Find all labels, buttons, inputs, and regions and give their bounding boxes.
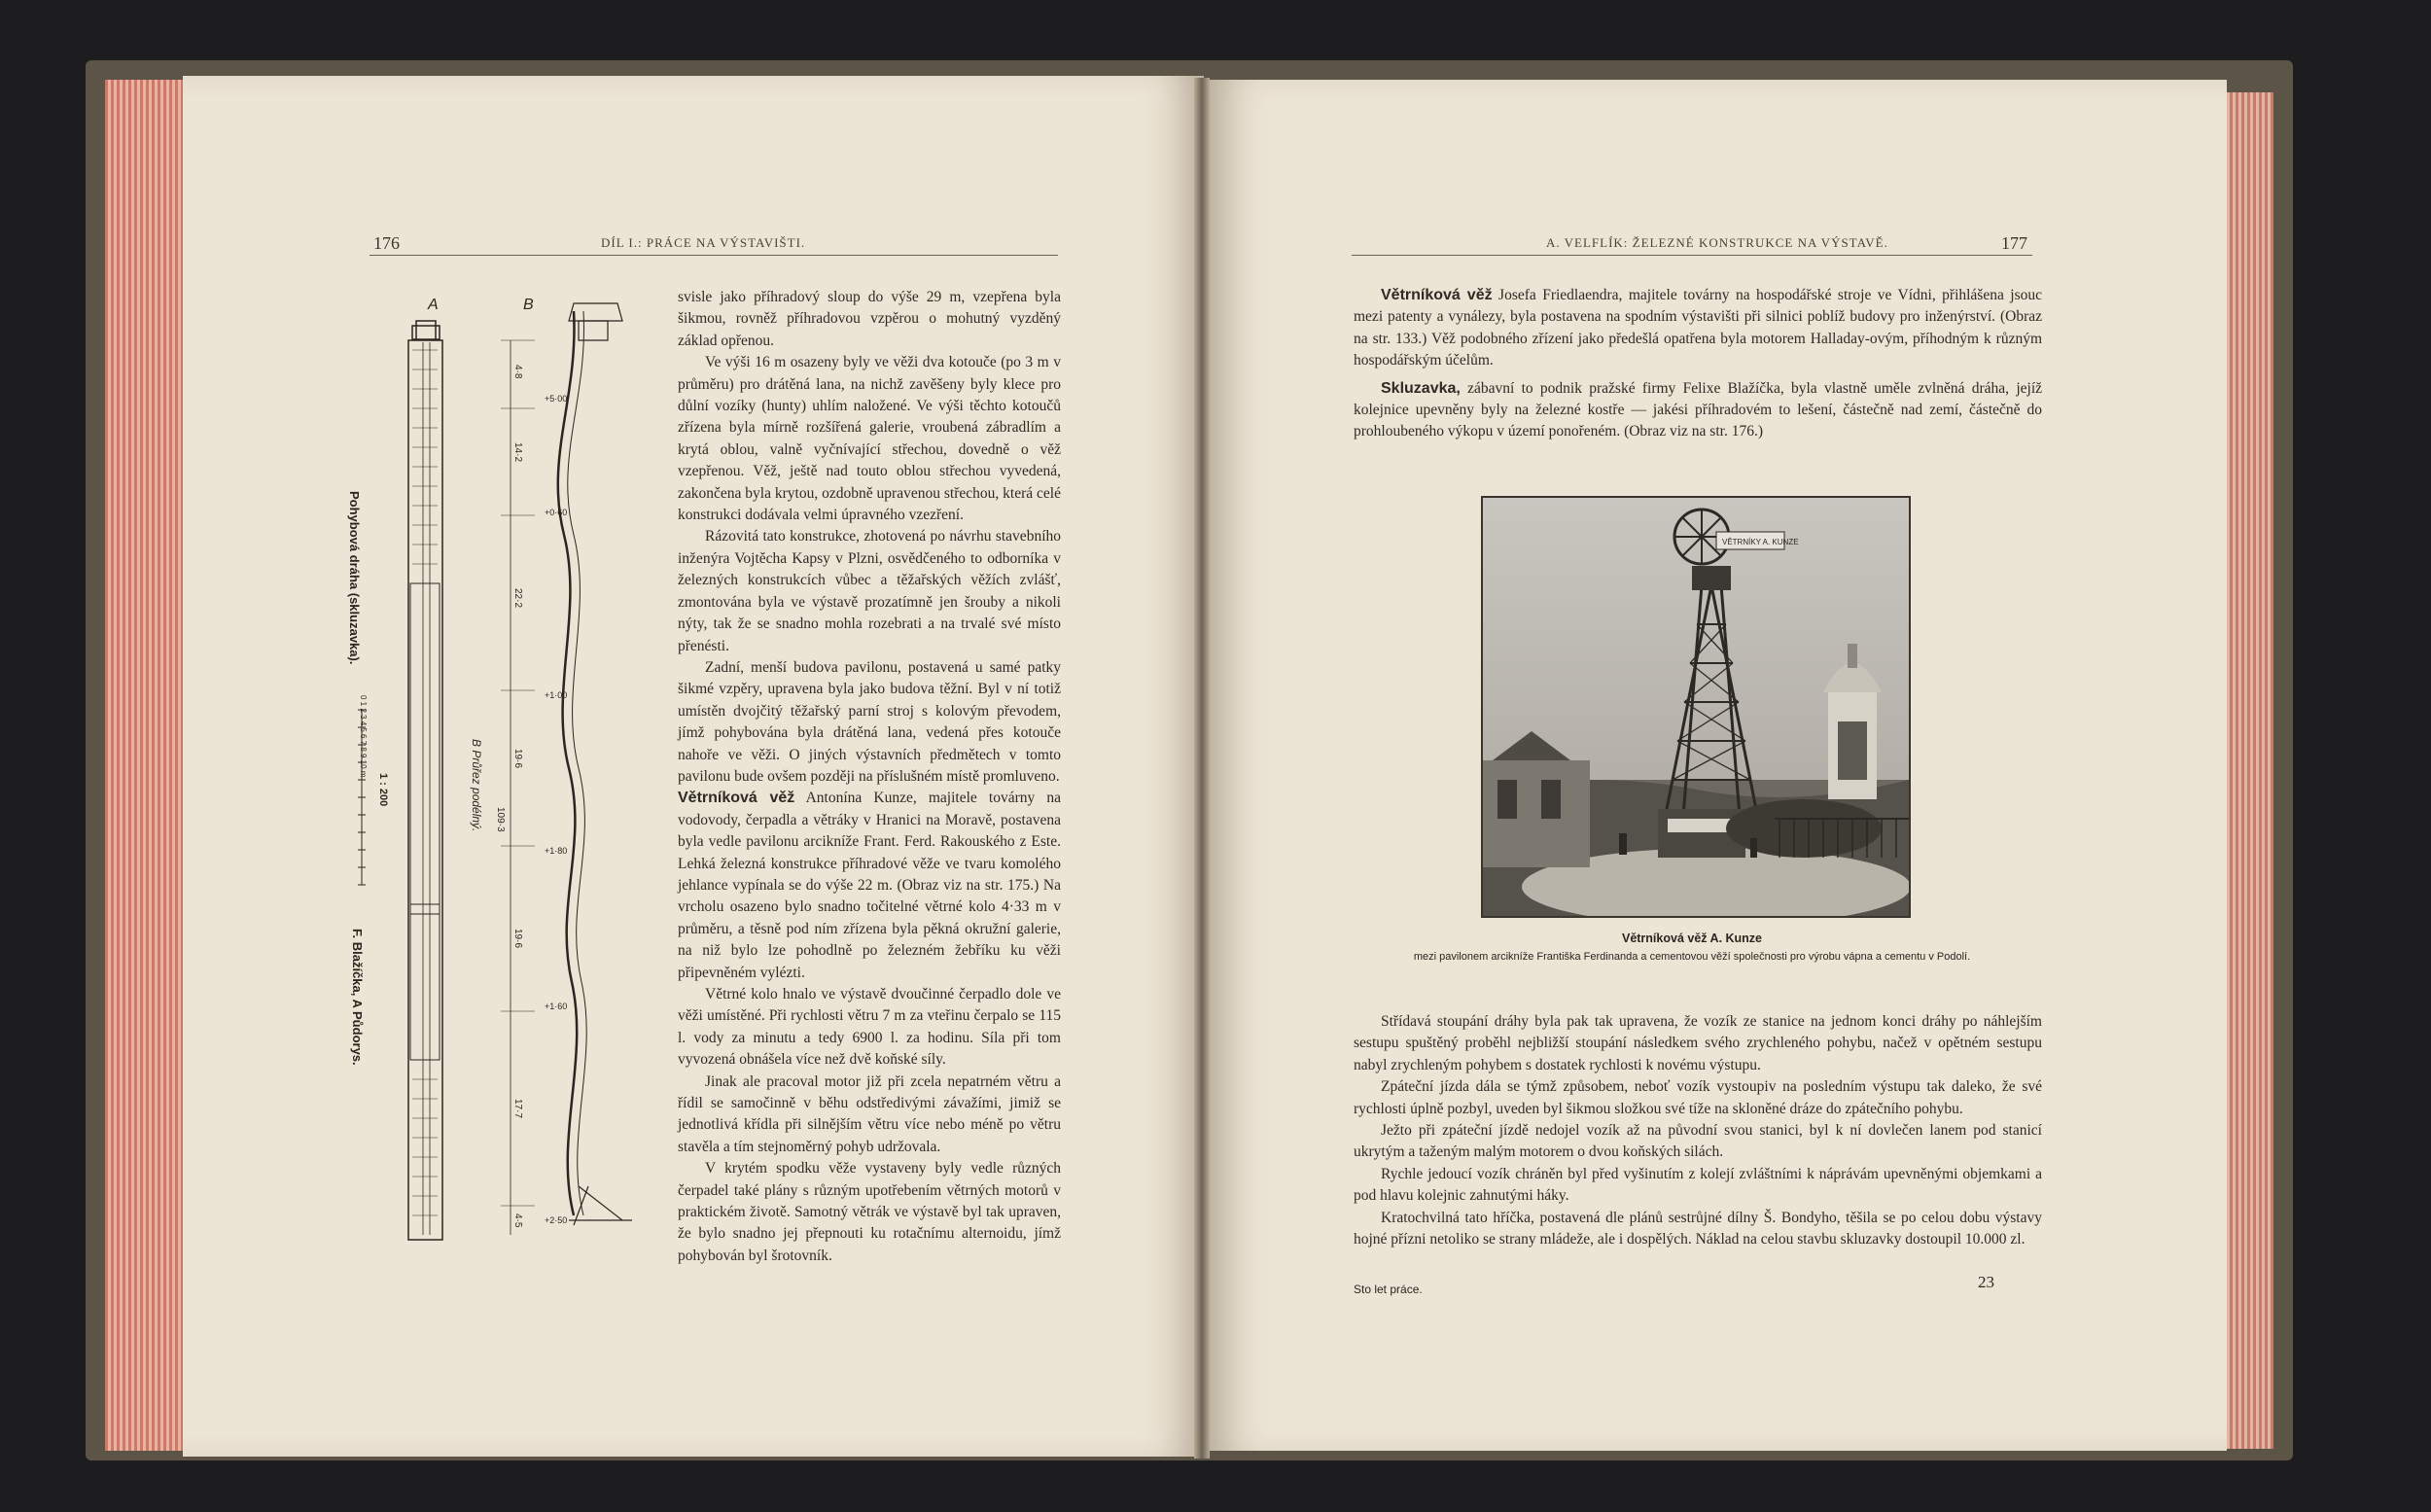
- paragraph: Větrníková věž Antonína Kunze, majitele továrny na vodovody, čerpadla a větráky v Hranici na Moravě, postavena byla vedle pavilonu arcikníže Frant. Ferd. Rakouského z Este. Lehká železná konstrukce příhradové věže ve tvaru komolého jehlance vypínala se do výše 22 m. (Obraz viz na str. 175.) Na vrcholu osazeno bylo snadno točitelné větrné kolo 4·33 m v průměru, a těsně pod ním zřízena byla pěkná okružní galerie, na niž bylo lze pohodlně po železném žebříku ku věži připevněném vylézti.: [678, 790, 1061, 981]
- footer-book-title: Sto let práce.: [1354, 1283, 1423, 1296]
- figure-elevation: +5·00: [545, 394, 568, 404]
- figure-elevation: +2·50: [545, 1215, 568, 1225]
- page-number-right: 177: [2001, 233, 2027, 253]
- skluzavka-figure: [340, 282, 671, 1293]
- paragraph: svisle jako příhradový sloup do výše 29 m, vzepřena byla šikmou, rovněž příhradovou vzpěrou o mohutný vyzděný základ opřenou.: [678, 289, 1061, 349]
- figure-length: 4·5: [512, 1213, 523, 1228]
- paragraph: Větrníková věž Josefa Friedlaendra, majitele továrny na hospodářské stroje ve Vídni, přihlášena jsouc mezi patenty a vynálezy, byla postavena na spodním výstavišti při silnici poblíž budovy pro inženýrství. (Obraz na str. 133.) Věž podobného zřízení jako předešlá opatřena byla motorem Halladay-ovým, příhodným k různým hospodářským účelům.: [1354, 287, 2042, 369]
- windmill-tower-photo: [1481, 496, 1911, 918]
- header-rule-right: [1352, 255, 2032, 256]
- paragraph: V krytém spodku věže vystaveny byly vedle různých čerpadel také plány s různým upotřebením větrných motorů v praktickém životě. Samotný větrák ve výstavě byl tak upraven, že bylo snadno jej přepnouti ku rotačnímu alternoidu, jímž pohybován byl šrotovník.: [678, 1160, 1061, 1264]
- figure-length: 14·2: [512, 442, 523, 463]
- figure-title: Pohybová dráha (skluzavka).: [347, 491, 362, 665]
- book-gutter: [1194, 78, 1210, 1459]
- figure-elevation: +1·80: [545, 846, 568, 856]
- running-head-right: A. VELFLÍK: ŽELEZNÉ KONSTRUKCE NA VÝSTAVĚ.: [1546, 235, 1888, 250]
- right-text-bottom: [1354, 1011, 2042, 1250]
- figure-scale-ticks: 0 1 2 3 4 5 6 7 8 9 10 m: [359, 695, 368, 778]
- figure-length: 17·7: [512, 1099, 523, 1119]
- header-rule-left: [370, 255, 1058, 256]
- paragraph: Zpáteční jízda dála se týmž způsobem, neboť vozík vystoupiv na posledním výstupu tak daleko, že své rychlosti úplně pozbyl, uveden byl šikmou složkou své tíže na skloněné dráze do zpátečního pohybu.: [1354, 1078, 2042, 1117]
- figure-letter-a: A: [428, 297, 439, 313]
- paragraph: Ve výši 16 m osazeny byly ve věži dva kotouče (po 3 m v průměru) pro drátěná lana, na nichž zavěšeny byly klece pro důlní vozíky (hunty) uhlím naložené. Ve výši těchto kotoučů zřízena byla mírně rozšířená galerie, vroubená zábradlím a krytá oblou, valně vyčnívající střechou, dovedně o věž vzepřenou. Věž, ještě nad touto oblou střechou vyvedená, zakončena byla krytou, ozdobně upravenou střechou, která celé konstrukci dodávala velmi úpravného vzezření.: [678, 354, 1061, 524]
- figure-length: 19·6: [512, 749, 523, 769]
- paragraph: Větrné kolo hnalo ve výstavě dvoučinné čerpadlo dole ve věži umístěné. Při rychlosti větru 7 m za vteřinu čerpalo se 115 l. vody za minutu a tedy 6900 l. za hodinu. Síla při tom vyvozená obnášela více než dvě koňské síly.: [678, 986, 1061, 1069]
- figure-elevation: +0·60: [545, 508, 568, 517]
- page-edges-right: [2227, 92, 2273, 1449]
- photo-illustration: [1483, 498, 1909, 916]
- figure-letter-b: B: [523, 297, 534, 313]
- running-head-left: DÍL I.: PRÁCE NA VÝSTAVIŠTI.: [601, 235, 806, 250]
- figure-length: 4·8: [512, 365, 523, 379]
- photo-sign: VĚTRNÍKY A. KUNZE: [1722, 538, 1799, 546]
- paragraph: Zadní, menší budova pavilonu, postavená u samé patky šikmé vzpěry, upravena byla jako budova těžní. Byl v ní totiž umístěn dvojčitý těžařský parní stroj s kolovým převodem, jímž pohybována byla drátěná lana, vedená přes kotouče nahoře ve věži. O jiných výstavních předmětech v tomto pavilonu bude ovšem později na příslušném místě promluveno.: [678, 658, 1061, 785]
- paragraph-lead: Větrníková věž: [678, 790, 795, 807]
- page-edges-left: [105, 80, 187, 1451]
- page-number-left: 176: [373, 233, 400, 253]
- left-text-column: [678, 287, 1061, 1267]
- figure-length: 19·6: [512, 929, 523, 949]
- photo-caption-sub: mezi pavilonem arcikníže Františka Ferdinanda a cementovou věží společnosti pro výrobu vápna a cementu v Podolí.: [1413, 951, 1971, 963]
- figure-scale: 1 : 200: [377, 773, 389, 807]
- paragraph: Kratochvilná tato hříčka, postavená dle plánů sestrůjné dílny Š. Bondyho, těšila se po celou dobu výstavy hojné přízni netoliko se strany mládeže, ale i dospělých. Náklad na celou stavbu skluzavky dostoupil 10.000 zl.: [1354, 1209, 2042, 1248]
- paragraph-lead: Skluzavka,: [1381, 379, 1461, 397]
- paragraph-lead: Větrníková věž: [1381, 287, 1493, 303]
- paragraph: Ježto při zpáteční jízdě nedojel vozík až na původní svou stanici, byl k ní dovlečen lanem pod stanicí ukrytým a taženým malým motorem o dvou koňských silách.: [1354, 1122, 2042, 1161]
- paragraph: Skluzavka, zábavní to podnik pražské firmy Felixe Blažíčka, byla vlastně uměle zvlněná dráha, jejíž kolejnice upevněny byly na železné kostře — jakési příhradovém to lešení, částečně nad zemí, částečně do prohloubeného výkopu v území ponořeném. (Obraz viz na str. 176.): [1354, 379, 2042, 440]
- figure-author: F. Blažíčka, A Půdorys.: [350, 929, 365, 1066]
- paragraph: Střídavá stoupání dráhy byla pak tak upravena, že vozík ze stanice na jednom konci dráhy po náhlejším sestupu spuštěný proběhl nejbližší stoupání následkem svého zrychleného pohybu, načež v opětném sestupu nabyl zrychleným pohybem s dostatek rychlosti k novému výstupu.: [1354, 1013, 2042, 1073]
- right-text-top: [1354, 285, 2042, 443]
- footer-signature: 23: [1978, 1273, 1994, 1291]
- paragraph: Rychle jedoucí vozík chráněn byl před vyšinutím z kolejí zvláštními k náprávám upevněnými objemkami a pod hlavu kolejnic zahnutými háky.: [1354, 1165, 2042, 1205]
- figure-elevation: +1·60: [545, 1002, 568, 1011]
- plan-view: [408, 321, 442, 1240]
- photo-caption-title: Větrníková věž A. Kunze: [1621, 932, 1763, 945]
- figure-length: 109·3: [495, 807, 506, 832]
- figure-length: 22·2: [512, 588, 523, 609]
- paragraph: Rázovitá tato konstrukce, zhotovená po návrhu stavebního inženýra Vojtěcha Kapsy v Plzni, osvědčeného to odborníka v železných konstrukcích vůbec a těžařských věžích zvlášť, zmontována byla ve výstavě prozatímně jen šrouby a nikoli nýty, tak že se snadno mohla rozebrati a na trvalé své místo přenésti.: [678, 528, 1061, 654]
- paragraph: Jinak ale pracoval motor již při zcela nepatrném větru a řídil se samočinně v běhu odstředivými závažími, jimiž se jednotlivá křídla při silnějším větru více nebo méně po větru stavěla a tím stejnoměrný pohyb udržovala.: [678, 1072, 1061, 1155]
- figure-profile-label: B Průřez podélný.: [470, 739, 483, 832]
- figure-elevation: +1·00: [545, 690, 568, 700]
